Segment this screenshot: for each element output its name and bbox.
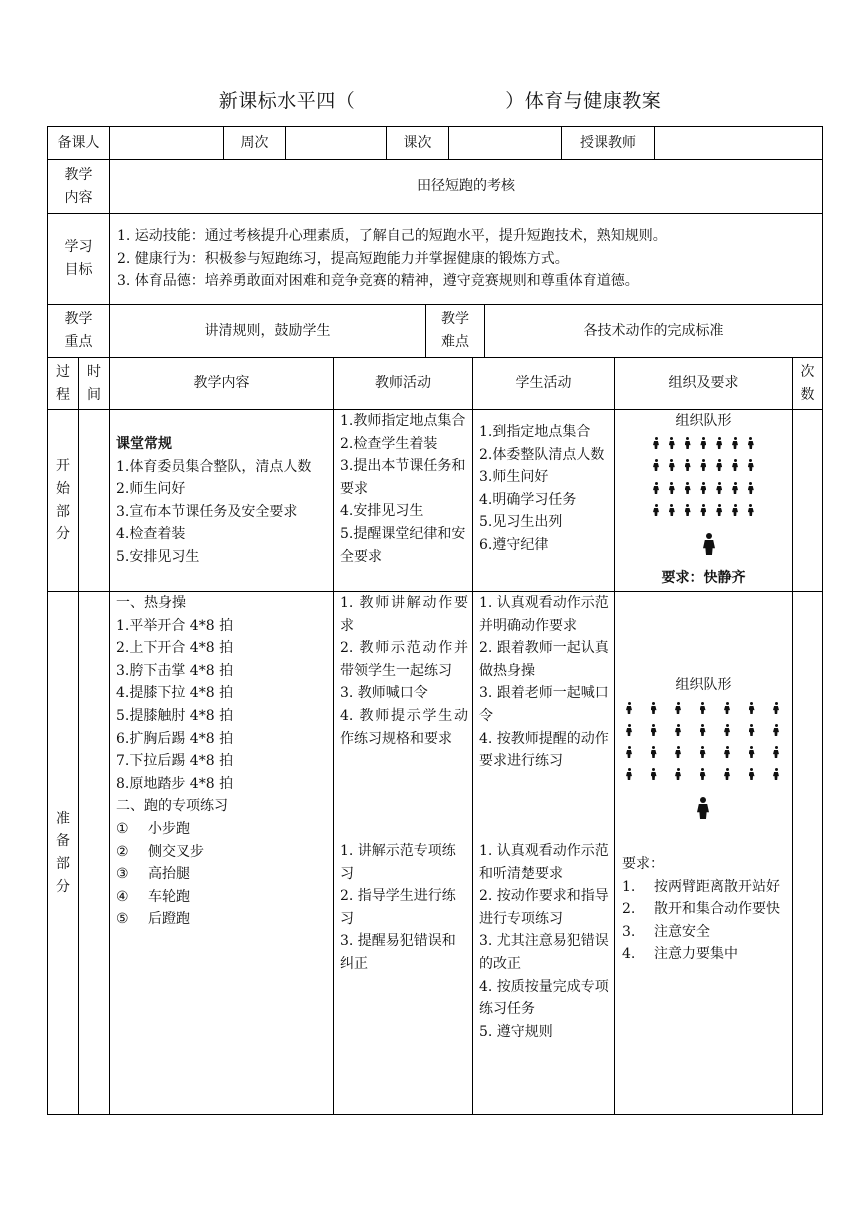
person-icon [700,702,706,714]
difficulty-value: 各技术动作的完成标准 [583,322,724,339]
req-text: 按两臂距离散开站好 [654,878,780,895]
person-icon [700,504,706,516]
person-icon [749,768,755,780]
person-icon [669,437,675,449]
person-icon [748,482,754,494]
person-icon [716,459,722,471]
preparer-label: 备课人 [57,134,100,151]
lesson-label: 课次 [403,134,432,151]
prep-content [116,592,331,932]
drill-num: ③ [116,866,129,883]
req-num: 3. [622,923,636,940]
drill-item [116,863,331,886]
drill-num: ② [116,843,129,860]
req-num: 2. [622,901,636,918]
prep-org-title: 组织队形 [675,677,732,693]
drill-text: 后蹬跑 [148,911,190,928]
person-icon [651,702,657,714]
req-item [622,943,788,966]
start-teacher-activity: 1.教师指定地点集合 2.检查学生着装 3.提出本节课任务和要求 4.安排见习生 5.提醒课堂纪律和安全要求 [340,413,466,565]
teacher-icon [697,797,709,819]
person-icon [773,724,779,736]
req-list [622,876,788,966]
person-icon [748,437,754,449]
objectives-label: 学习 目标 [64,239,93,278]
drill-text: 高抬腿 [148,866,190,883]
start-content-items: 1.体育委员集合整队，清点人数 2.师生问好 3.宣布本节课任务及安全要求 4.检查着装 5.安排见习生 [116,458,312,565]
req-text: 注意力要集中 [654,946,738,963]
prep-teacher-activity-b: 1. 讲解示范专项练习 2. 指导学生进行练习 3. 提醒易犯错误和纠正 [340,843,456,972]
key-points-label: 教学 重点 [64,311,93,350]
teacher-label: 授课教师 [580,134,636,151]
page-title [0,86,860,113]
person-icon [675,724,681,736]
person-icon [724,746,730,758]
req-text: 注意安全 [654,923,710,940]
person-icon [724,724,730,736]
objective-item: 1. 运动技能：通过考核提升心理素质，了解自己的短跑水平，提升短跑技术，熟知规则。 [117,228,667,244]
drill-item [116,908,331,931]
person-icon [773,768,779,780]
person-icon [651,768,657,780]
col-time: 时 间 [87,363,101,403]
req-text: 散开和集合动作要快 [654,901,780,918]
title-left: 新课标水平四（ [218,90,356,112]
drill-num: ⑤ [116,911,129,928]
start-content [116,433,331,573]
person-icon [724,768,730,780]
prep-part-label: 准 备 部 分 [56,810,70,895]
person-icon [748,504,754,516]
person-icon [675,746,681,758]
person-icon [700,724,706,736]
req-num: 4. [622,946,636,963]
req-num: 1. [622,878,636,895]
person-icon [685,437,691,449]
person-icon [675,702,681,714]
person-icon [749,746,755,758]
person-icon [685,504,691,516]
content-value: 田径短跑的考核 [417,178,515,195]
person-icon [716,504,722,516]
person-icon [626,746,632,758]
week-field[interactable] [286,127,386,159]
prep-content-warmup: 一、热身操 1.平举开合 4*8 拍 2.上下开合 4*8 拍 3.胯下击掌 4*8 拍 4.提膝下拉 4*8 拍 5.提膝触肘 4*8 拍 6.扩胸后踢 4*8 拍 7.下拉后踢 4*8 拍 8.原地踏步 4*8 拍 二、跑的专项练习 [116,595,234,815]
person-icon [773,746,779,758]
teacher-field[interactable] [655,127,822,159]
start-student-activity: 1.到指定地点集合 2.体委整队清点人数 3.师生问好 4.明确学习任务 5.见习生出列 6.遵守纪律 [479,424,605,553]
person-icon [651,746,657,758]
person-icon [685,459,691,471]
drill-text: 车轮跑 [148,888,190,905]
person-icon [626,768,632,780]
drill-text: 侧交叉步 [148,843,204,860]
person-icon [669,459,675,471]
drill-item [116,886,331,909]
person-icon [700,746,706,758]
person-icon [700,437,706,449]
lesson-field[interactable] [449,127,561,159]
person-icon [653,437,659,449]
req-item [622,876,788,899]
start-content-heading: 课堂常规 [116,436,172,452]
drill-item [116,818,331,841]
key-points-value: 讲清规则，鼓励学生 [204,322,331,339]
person-icon [773,702,779,714]
col-org: 组织及要求 [668,375,739,392]
content-label: 教学 内容 [64,166,93,206]
col-count: 次 数 [800,363,815,403]
person-icon [626,724,632,736]
prep-requirements [622,853,788,1013]
drill-item [116,841,331,864]
person-icon [724,702,730,714]
drill-num: ④ [116,888,129,905]
prep-student-activity-b: 1. 认真观看动作示范和听清楚要求 2. 按动作要求和指导进行专项练习 3. 尤其注意易犯错误的改正 4. 按质按量完成专项练习任务 5. 遵守规则 [479,843,609,1040]
drill-num: ① [116,820,129,837]
difficulty-label: 教学 难点 [441,311,469,350]
person-icon [716,482,722,494]
preparer-field[interactable] [110,127,223,159]
person-icon [700,482,706,494]
title-right: ）体育与健康教案 [505,90,662,112]
person-icon [749,702,755,714]
drill-text: 小步跑 [148,820,190,837]
teacher-icon [703,533,715,555]
objective-item: 2. 健康行为：积极参与短跑练习，提高短跑能力并掌握健康的锻炼方式。 [117,250,569,267]
person-icon [651,724,657,736]
person-icon [626,702,632,714]
objective-item: 3. 体育品德：培养勇敢面对困难和竞争竞赛的精神，遵守竞赛规则和尊重体育道德。 [117,273,639,289]
start-org-requirement: 要求：快静齐 [661,570,746,586]
req-item [622,921,788,944]
person-icon [700,459,706,471]
req-item [622,898,788,921]
person-icon [653,459,659,471]
col-teacher: 教师活动 [375,375,431,392]
person-icon [669,482,675,494]
col-content: 教学内容 [193,375,250,392]
req-label: 要求： [622,856,664,872]
person-icon [732,437,738,449]
person-icon [653,504,659,516]
start-org-title: 组织队形 [675,413,732,429]
objectives-list [117,225,817,295]
person-icon [748,459,754,471]
person-icon [732,504,738,516]
person-icon [700,768,706,780]
person-icon [653,482,659,494]
col-process: 过 程 [56,363,70,403]
prep-teacher-activity-a: 1. 教师讲解动作要求 2. 教师示范动作并带领学生一起练习 3. 教师喊口令 4. 教师提示学生动作练习规格和要求 [340,595,468,747]
prep-student-activity-a: 1. 认真观看动作示范并明确动作要求 2. 跟着教师一起认真做热身操 3. 跟着老师一起喊口令 4. 按教师提醒的动作要求进行练习 [479,595,609,770]
person-icon [675,768,681,780]
person-icon [732,482,738,494]
person-icon [685,482,691,494]
start-part-label: 开 始 部 分 [56,458,70,543]
person-icon [716,437,722,449]
person-icon [749,724,755,736]
col-student: 学生活动 [515,375,572,392]
person-icon [732,459,738,471]
week-label: 周次 [240,134,269,151]
person-icon [669,504,675,516]
